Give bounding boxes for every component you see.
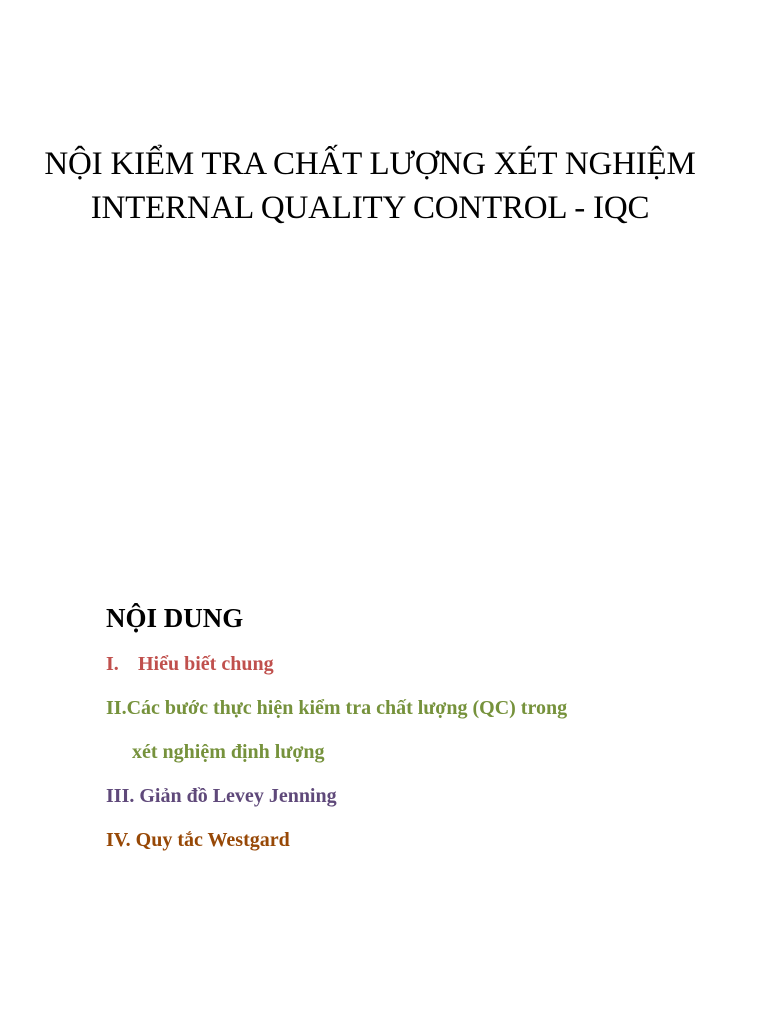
- toc-item-1: [106, 642, 746, 686]
- toc-text: Hiểu biết chung: [138, 653, 274, 675]
- title-vietnamese: NỘI KIỂM TRA CHẤT LƯỢNG XÉT NGHIỆM: [44, 146, 696, 182]
- toc-number: II.: [106, 697, 127, 719]
- toc-item-2-continuation: xét nghiệm định lượng: [132, 741, 325, 763]
- toc-number: I.: [106, 653, 119, 675]
- toc-item-2: [106, 686, 746, 730]
- toc-text: Giản đồ Levey Jenning: [139, 785, 337, 807]
- toc-text: Các bước thực hiện kiểm tra chất lượng (QC) trong: [126, 697, 568, 719]
- document-title: [0, 142, 740, 230]
- contents-heading: NỘI DUNG: [106, 603, 244, 633]
- toc-number: IV.: [106, 829, 131, 851]
- toc-item-4: [106, 818, 746, 862]
- toc-number: III.: [106, 785, 135, 807]
- table-of-contents: [106, 598, 746, 862]
- toc-item-3: [106, 774, 746, 818]
- title-english: INTERNAL QUALITY CONTROL - IQC: [90, 190, 650, 226]
- toc-text: Quy tắc Westgard: [135, 829, 290, 851]
